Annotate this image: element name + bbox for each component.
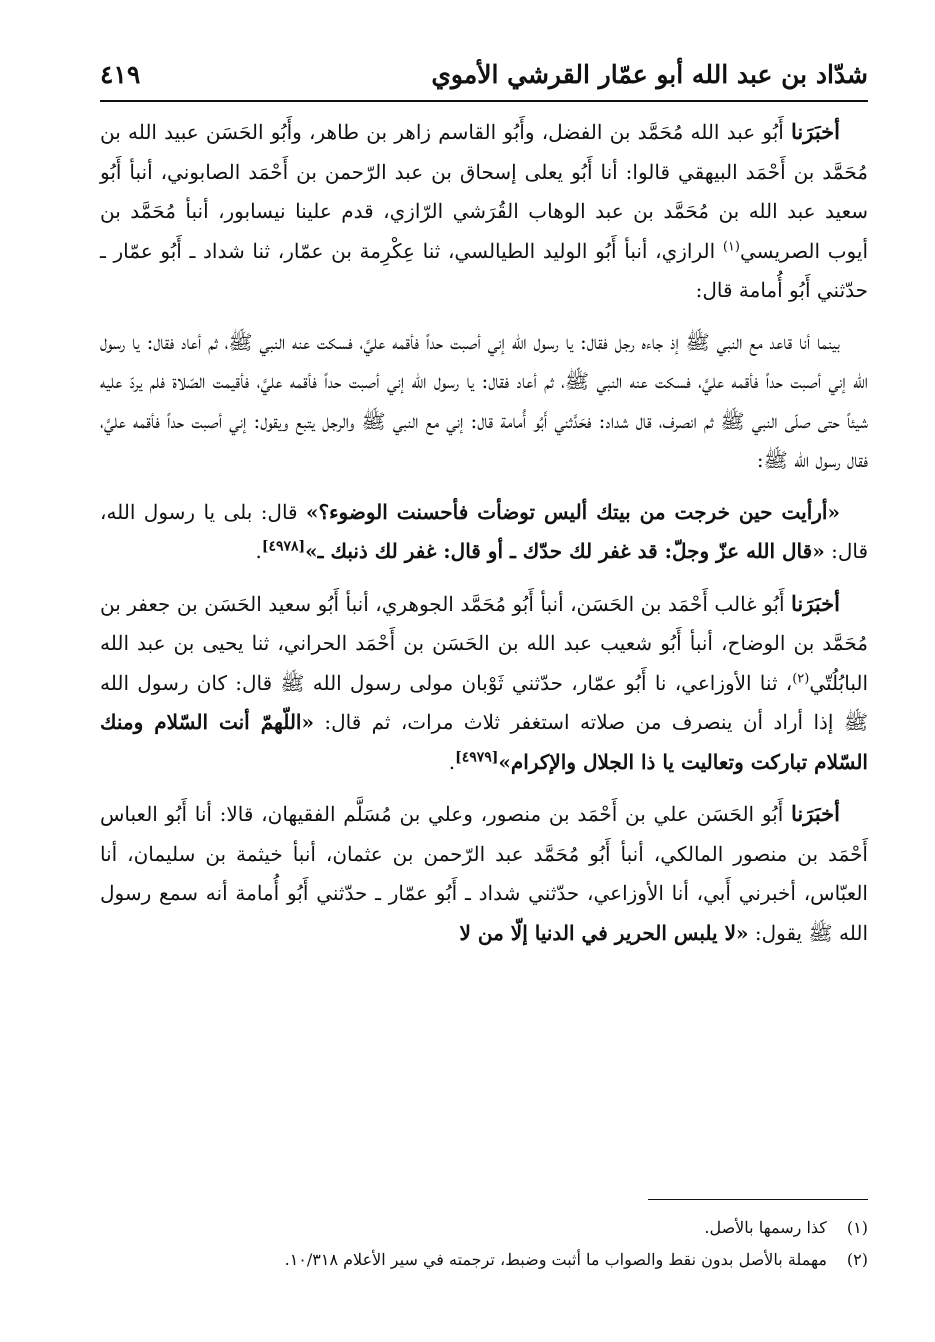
main-text [100, 112, 868, 953]
text-run: أَبُو عبد الله مُحَمَّد بن الفضل، وأَبُو القاسم زاهر بن طاهر، وأَبُو الحَسَن عبيد الله بن مُحَمَّد بن أَحْمَد البيهقي قالوا: أنا أَبُو يعلى إسحاق بن عبد الرّحمن بن أَحْمَد الصابوني، أنبأ أَبُو سعيد عبد الله بن مُحَمَّد بن عبد الوهاب القُرَشي الرّازي، قدم علينا نيسابور، أنبأ مُحَمَّد بن أيوب الصريسي [100, 120, 868, 263]
text-run: أَبُو غالب أَحْمَد بن الحَسَن، أنبأ أَبُو مُحَمَّد الجوهري، أنبأ أَبُو سعيد الحَسَن بن جعفر بن مُحَمَّد بن الوضاح، أنبأ أَبُو شعيب عبد الله بن الحَسَن بن أَحْمَد الحراني، ثنا يحيى بن عبد الله البابُلُتّي [100, 591, 868, 695]
text-run: . [448, 749, 456, 774]
hadith-quote: «قال الله عزّ وجلّ: قد غفر لك حدّك ـ أو قال: غفر لك ذنبك ـ» [305, 539, 825, 563]
text-run: قال: بلى يا رسول الله، قال: [100, 499, 868, 563]
page-number: ٤١٩ [100, 60, 141, 89]
hadith-reference-number: [٤٩٧٨] [261, 538, 306, 555]
footnote-number: (٢) [846, 1250, 868, 1269]
running-header [100, 56, 868, 94]
footnote-marker: (١) [722, 238, 740, 254]
hadith-reference-number: [٤٩٧٩] [455, 748, 499, 765]
paragraph [100, 584, 868, 783]
paragraph [100, 794, 868, 953]
lead-word: أخبَرَنا [791, 119, 840, 144]
footnote-marker: (٢) [792, 670, 810, 686]
text-run: ، ثنا الأوزاعي، نا أَبُو عمّار، حدّثني ثَوْبان مولى رسول الله ﷺ قال: كان رسول الله ﷺ إذا أراد أن ينصرف من صلاته استغفر ثلاث مرات، ثم قال: [100, 670, 868, 734]
footnote-2 [100, 1244, 868, 1276]
lead-word: أخبَرَنا [791, 590, 840, 616]
footnote-1 [100, 1212, 868, 1244]
footnote-text: مهملة بالأصل بدون نقط والصواب ما أثبت وضبط، ترجمته في سير الأعلام ١٠/٣١٨. [284, 1250, 827, 1269]
paragraph [100, 493, 868, 572]
hadith-quote: «اللّهمّ أنت السّلام ومنك السّلام تباركت وتعاليت يا ذا الجلال والإكرام» [100, 710, 868, 774]
running-title: شدّاد بن عبد الله أبو عمّار القرشي الأموي [431, 60, 868, 89]
text-run: أَبُو الحَسَن علي بن أَحْمَد بن منصور، وعلي بن مُسَلَّم الفقيهان، قالا: أنا أَبُو العباس أَحْمَد بن منصور المالكي، أنبأ أَبُو مُحَمَّد عبد الرّحمن بن عثمان، أنبأ خيثمة بن سليمان، أنا العبّاس، أخبرني أَبي، أنا الأوزاعي، حدّثني شداد ـ أَبُو عمّار ـ حدّثني أَبُو أُمامة أنه سمع رسول الله ﷺ يقول: [100, 802, 868, 945]
footnotes [100, 1212, 868, 1276]
text-run: . [255, 539, 262, 563]
text-run: الرازي، أنبأ أَبُو الوليد الطيالسي، ثنا عِكْرِمة بن عمّار، ثنا شداد ـ أَبُو عمّار ـ حدّثني أَبُو أُمامة قال: [100, 238, 868, 302]
hadith-quote: «لا يلبس الحرير في الدنيا إلّا من لا [459, 920, 749, 945]
header-divider [100, 100, 868, 102]
footnote-text: كذا رسمها بالأصل. [704, 1218, 827, 1237]
text-run: بينما أنا قاعد مع النبي ﷺ إذ جاءه رجل فقال: يا رسول الله إني أصبت حداً فأقمه عليَّ، فسكت عنه النبي ﷺ، ثم أعاد فقال: يا رسول الله إني أصبت حداً فأقمه عليَّ، فسكت عنه النبي ﷺ، ثم أعاد فقال: يا رسول الله إني أصبت حداً فأقمه عليَّ، فأقيمت الصّلاة فلم يردّ عليه شيئاً حتى صلّى النبي ﷺ ثم انصرف، قال شداد: فحَدَّثني أَبُو أُمامة قال: إني مع النبي ﷺ والرجل يتبع ويقول: إني أصبت حداً فأقمه عليَّ، فقال رسول الله ﷺ: [100, 329, 868, 472]
lead-word: أخبَرَنا [791, 801, 840, 826]
paragraph [100, 323, 868, 481]
footnote-number: (١) [846, 1218, 868, 1237]
footnote-divider [648, 1199, 868, 1200]
hadith-quote: «أرأيت حين خرجت من بيتك أليس توضأت فأحسنت الوضوء؟» [305, 499, 840, 524]
paragraph [100, 112, 868, 311]
